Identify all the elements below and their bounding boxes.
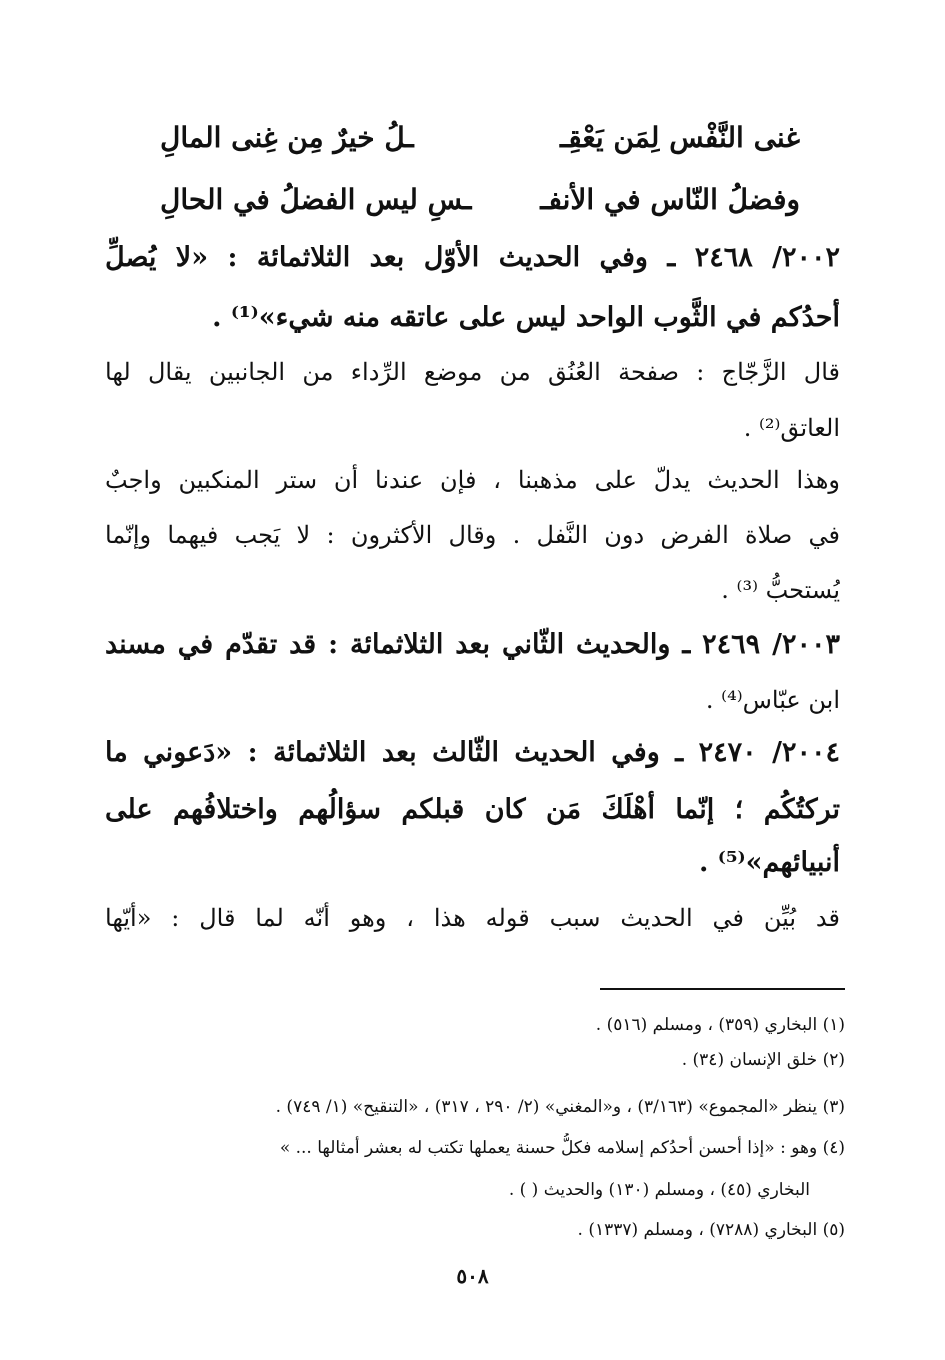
explanation-line-1: قد بُيِّن في الحديث سبب قوله هذا ، وهو أنّه لما قال : «أيّها xyxy=(105,904,840,932)
hadith-2003-line-2: ابن عبّاس⁽⁴⁾ . xyxy=(705,686,840,714)
hadith-2002-line-1: ٢٠٠٢/ ٢٤٦٨ ـ وفي الحديث الأوّل بعد الثلاثمائة : «لا يُصلِّ xyxy=(105,242,840,273)
zajjaj-note-line-1: قال الزَّجّاج : صفحة العُنُق من موضع الرِّداء من الجانبين يقال لها xyxy=(105,358,840,386)
hadith-2002-line-2: أحدُكم في الثَّوب الواحد ليس على عاتقه منه شيء»⁽¹⁾ . xyxy=(212,302,840,333)
poem-hemistich-left: ـسِ ليس الفضلُ في الحالِ xyxy=(160,182,472,216)
page-number: ٥٠٨ xyxy=(456,1264,489,1288)
hadith-2003-line-1: ٢٠٠٣/ ٢٤٦٩ ـ والحديث الثّاني بعد الثلاثمائة : قد تقدّم في مسند xyxy=(105,629,840,660)
poem-hemistich-right: غنى النَّفْس لِمَن يَعْقِـ xyxy=(560,120,800,154)
poem-verse-1 xyxy=(160,115,800,159)
footnote-1: (١) البخاري (٣٥٩) ، ومسلم (٥١٦) . xyxy=(595,1015,845,1035)
zajjaj-note-line-2: العاتق⁽²⁾ . xyxy=(743,414,840,442)
footnote-4-line-1: (٤) وهو : «إذا أحسن أحدُكم إسلامه فكلُّ حسنة يعملها تكتب له بعشر أمثالها ... » xyxy=(279,1138,845,1158)
hadith-2004-line-2: تركتُكُم ؛ إنّما أهْلَكَ مَن كان قبلكم سؤالُهم واختلافُهم على xyxy=(105,794,840,825)
footnote-3: (٣) ينظر «المجموع» (٣/١٦٣) ، و«المغني» (٢/ ٢٩٠ ، ٣١٧) ، «التنقيح» (١/ ٧٤٩) . xyxy=(275,1097,845,1117)
hadith-2004-line-1: ٢٠٠٤/ ٢٤٧٠ ـ وفي الحديث الثّالث بعد الثلاثمائة : «دَعوني ما xyxy=(105,737,840,768)
commentary-line-3: يُستحبُّ ⁽³⁾ . xyxy=(721,576,840,604)
footnote-separator xyxy=(600,988,845,990)
poem-hemistich-left: ـلُ خيرٌ مِن غِنى المالِ xyxy=(160,120,414,154)
poem-verse-2 xyxy=(160,177,800,221)
commentary-line-2: في صلاة الفرض دون النَّفل . وقال الأكثرون : لا يَجب فيهما وإنّما xyxy=(105,521,840,549)
footnote-5: (٥) البخاري (٧٢٨٨) ، ومسلم (١٣٣٧) . xyxy=(577,1220,845,1240)
footnote-2: (٢) خلق الإنسان (٣٤) . xyxy=(681,1050,845,1070)
footnote-4-line-2: البخاري (٤٥) ، ومسلم (١٣٠) والحديث ( ) . xyxy=(508,1180,810,1200)
hadith-2004-line-3: أنبيائهم»⁽⁵⁾ . xyxy=(698,847,840,878)
poem-hemistich-right: وفضلُ النّاس في الأنفـ xyxy=(540,182,800,216)
commentary-line-1: وهذا الحديث يدلّ على مذهبنا ، فإن عندنا أن ستر المنكبين واجبٌ xyxy=(105,466,840,494)
